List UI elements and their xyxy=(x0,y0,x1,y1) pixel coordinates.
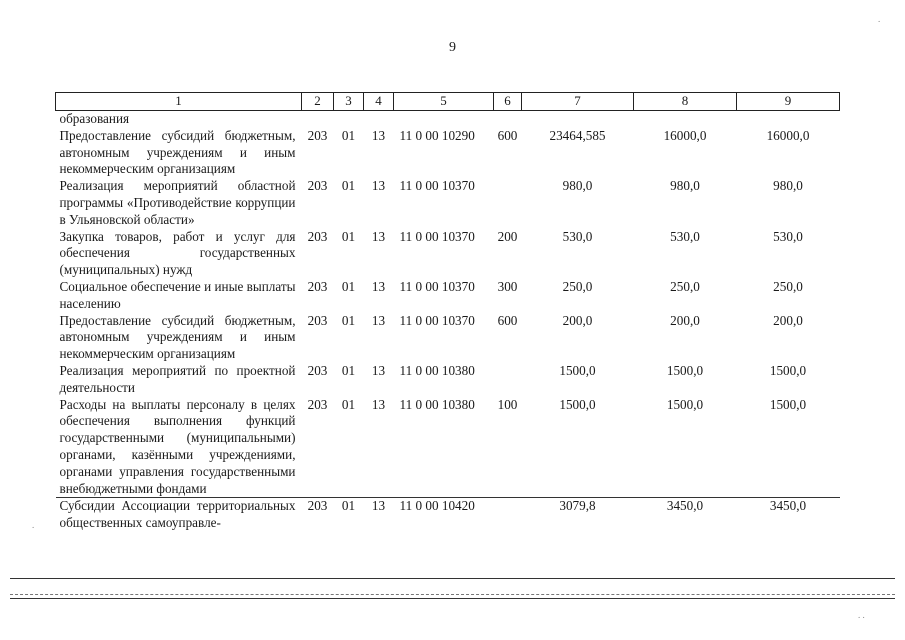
row-value-col9: 980,0 xyxy=(773,178,803,194)
row-value-col7: 1500,0 xyxy=(559,362,596,378)
row-value-col7: 200,0 xyxy=(562,312,593,328)
row-code-target: 11 0 00 10380 xyxy=(399,396,475,412)
row-value-col9: 530,0 xyxy=(773,228,803,244)
table-row xyxy=(56,178,840,228)
row-code-subsection: 13 xyxy=(371,178,386,194)
row-code-expense-type: 600 xyxy=(497,312,518,328)
row-code-subsection: 13 xyxy=(364,498,394,532)
row-code-target: 11 0 00 10370 xyxy=(399,228,475,244)
scan-speck: . xyxy=(878,14,881,24)
scan-speck: . xyxy=(32,520,35,530)
row-name: Предоставление субсидий бюджетным, автономным учреждениям и иным некоммерческим организациям xyxy=(59,312,296,362)
row-value-col7: 250,0 xyxy=(562,278,593,294)
row-code-section: 01 xyxy=(341,228,356,244)
row-code-section: 01 xyxy=(334,498,364,532)
row-name: Реализация мероприятий областной программы «Противодействие коррупции в Ульяновской области» xyxy=(59,178,296,227)
row-code-subsection: 13 xyxy=(371,312,386,328)
row-value-col8: 530,0 xyxy=(670,228,700,244)
row-code-section: 01 xyxy=(341,278,356,294)
row-code-expense-type xyxy=(494,178,522,228)
row-name: Предоставление субсидий бюджетным, автономным учреждениям и иным некоммерческим организациям xyxy=(59,127,296,177)
row-value-col8: 3450,0 xyxy=(634,498,737,532)
row-value-col9: 1500,0 xyxy=(769,362,807,378)
table-header xyxy=(56,93,840,111)
row-code-expense-type: 600 xyxy=(497,127,518,143)
header-col-7: 7 xyxy=(522,93,634,111)
continuation-row xyxy=(56,111,840,128)
table-row xyxy=(56,313,840,363)
header-col-6: 6 xyxy=(494,93,522,111)
continuation-text: образования xyxy=(59,111,130,126)
row-name: Субсидии Ассоциации территориальных общественных самоуправле- xyxy=(56,498,302,532)
row-value-col7: 980,0 xyxy=(562,178,593,194)
row-code-target: 11 0 00 10420 xyxy=(394,498,494,532)
table-row xyxy=(56,229,840,279)
header-col-1: 1 xyxy=(56,93,302,111)
row-value-col7: 530,0 xyxy=(562,228,593,244)
row-value-col8: 1500,0 xyxy=(666,396,704,412)
row-code-expense-type: 300 xyxy=(497,278,518,294)
row-code-target: 11 0 00 10380 xyxy=(399,362,475,378)
header-row xyxy=(56,93,840,111)
row-code-target: 11 0 00 10370 xyxy=(399,312,475,328)
header-col-8: 8 xyxy=(634,93,737,111)
row-code-ministry: 203 xyxy=(307,278,328,294)
row-code-expense-type: 100 xyxy=(497,396,518,412)
table-row xyxy=(56,498,840,532)
row-value-col8: 16000,0 xyxy=(663,127,707,143)
table-row xyxy=(56,397,840,498)
row-code-subsection: 13 xyxy=(371,278,386,294)
separator-line xyxy=(10,578,895,579)
row-code-subsection: 13 xyxy=(371,396,386,412)
table-row xyxy=(56,128,840,178)
row-code-expense-type xyxy=(494,363,522,397)
row-code-section: 01 xyxy=(341,396,356,412)
row-code-expense-type xyxy=(494,498,522,532)
scan-speck: . . xyxy=(858,610,865,620)
header-col-2: 2 xyxy=(302,93,334,111)
row-value-col9: 250,0 xyxy=(773,278,803,294)
row-code-section: 01 xyxy=(341,362,356,378)
row-name: Реализация мероприятий по проектной деятельности xyxy=(59,362,296,395)
row-code-target: 11 0 00 10370 xyxy=(399,178,475,194)
separator-line xyxy=(10,594,895,595)
row-code-ministry: 203 xyxy=(302,498,334,532)
header-col-3: 3 xyxy=(334,93,364,111)
row-code-target: 11 0 00 10370 xyxy=(399,278,475,294)
budget-table xyxy=(55,92,840,532)
page-number: 9 xyxy=(449,40,456,55)
row-code-ministry: 203 xyxy=(307,396,328,412)
row-value-col8: 980,0 xyxy=(670,178,700,194)
header-col-5: 5 xyxy=(394,93,494,111)
row-name: Закупка товаров, работ и услуг для обеспечения государственных (муниципальных) нужд xyxy=(59,228,296,278)
separator-line xyxy=(10,598,895,599)
table-row xyxy=(56,363,840,397)
row-code-ministry: 203 xyxy=(307,127,328,143)
row-code-ministry: 203 xyxy=(307,178,328,194)
header-col-9: 9 xyxy=(737,93,840,111)
row-code-section: 01 xyxy=(341,178,356,194)
row-value-col9: 200,0 xyxy=(773,312,803,328)
row-code-subsection: 13 xyxy=(371,362,386,378)
row-name: Социальное обеспечение и иные выплаты населению xyxy=(59,278,296,311)
header-col-4: 4 xyxy=(364,93,394,111)
row-value-col9: 3450,0 xyxy=(737,498,840,532)
row-code-expense-type: 200 xyxy=(497,228,518,244)
row-code-subsection: 13 xyxy=(371,127,386,143)
row-name: Расходы на выплаты персоналу в целях обеспечения выполнения функций государственными (муниципальными) органами, казёнными учреждениями, органами управления государственными внебюджетными фондами xyxy=(59,396,296,496)
row-value-col8: 200,0 xyxy=(670,312,700,328)
row-value-col8: 250,0 xyxy=(670,278,700,294)
row-code-subsection: 13 xyxy=(371,228,386,244)
row-code-section: 01 xyxy=(341,127,356,143)
row-value-col7: 1500,0 xyxy=(559,396,596,412)
row-code-ministry: 203 xyxy=(307,228,328,244)
table-row xyxy=(56,279,840,313)
row-code-ministry: 203 xyxy=(307,362,328,378)
row-value-col9: 1500,0 xyxy=(769,396,807,412)
row-value-col7: 23464,585 xyxy=(549,127,606,143)
table-body xyxy=(56,111,840,532)
row-code-ministry: 203 xyxy=(307,312,328,328)
row-value-col9: 16000,0 xyxy=(766,127,810,143)
row-code-section: 01 xyxy=(341,312,356,328)
row-value-col7: 3079,8 xyxy=(522,498,634,532)
row-code-target: 11 0 00 10290 xyxy=(399,127,475,143)
row-value-col8: 1500,0 xyxy=(666,362,704,378)
